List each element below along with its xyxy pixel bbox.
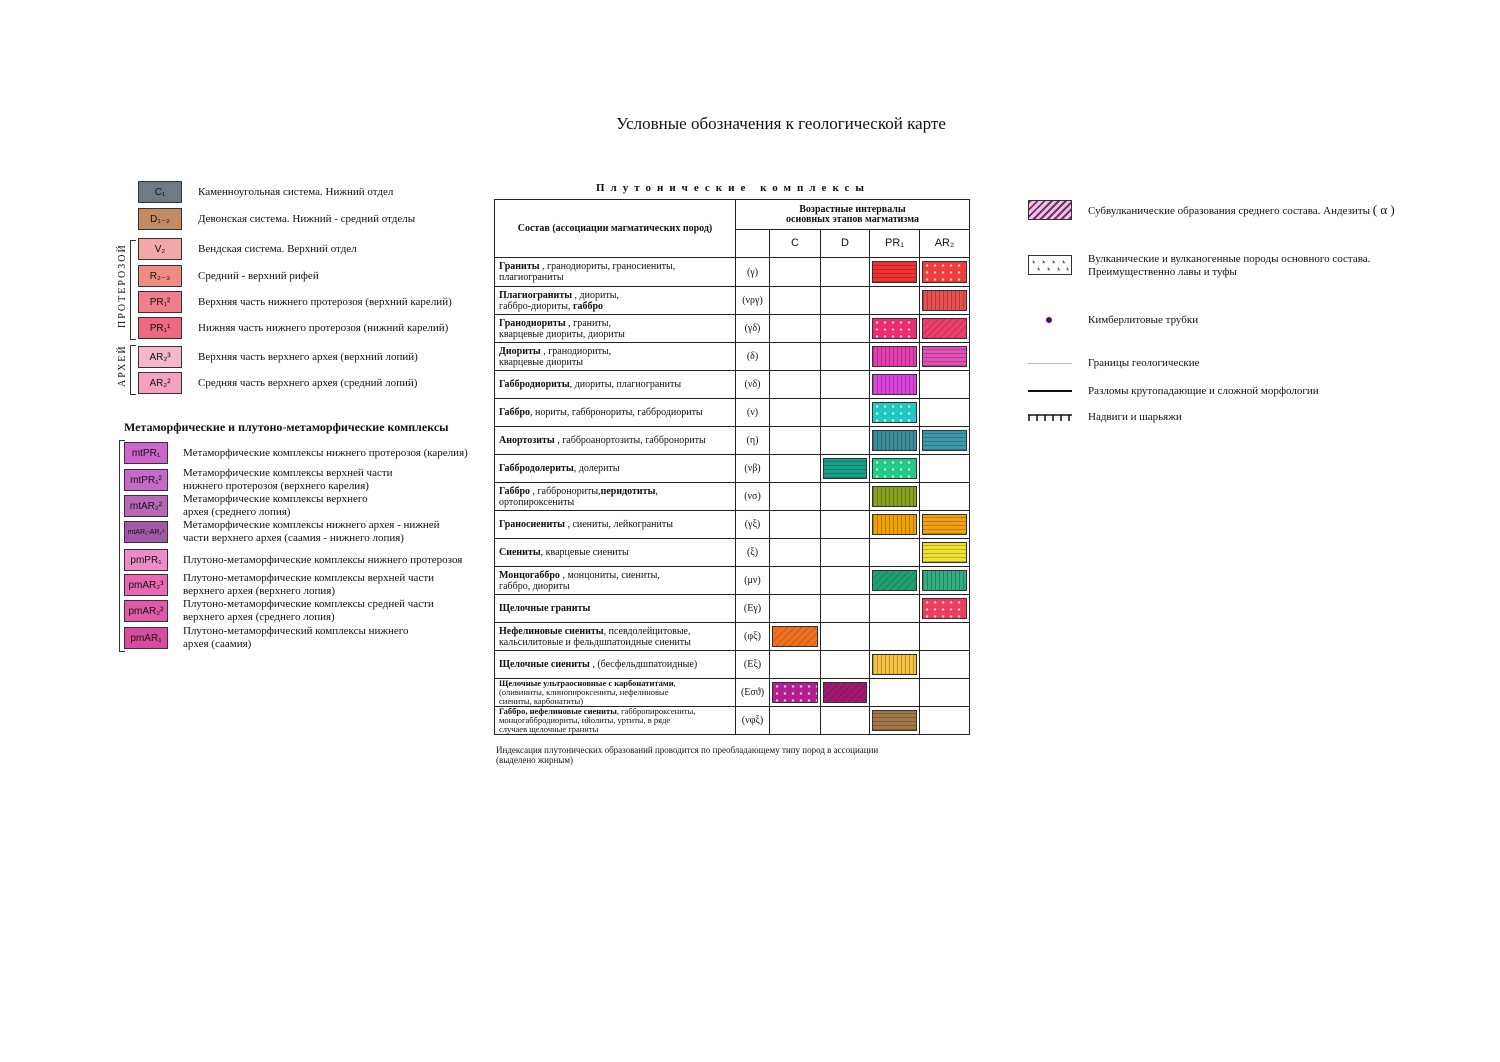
- meta-label-line1: Плутоно-метаморфические комплексы средней части: [183, 598, 434, 610]
- composition-bold: Габбродиориты: [499, 379, 570, 390]
- composition-cell: [495, 511, 736, 539]
- age-cell: [770, 315, 821, 343]
- meta-label: [183, 447, 468, 460]
- composition-line2: [499, 581, 735, 592]
- age-cell: [870, 343, 920, 371]
- age-cell: [920, 623, 970, 651]
- page-title: Условные обозначения к геологической карте: [616, 114, 946, 133]
- header-age: [736, 200, 970, 230]
- age-cell: [870, 427, 920, 455]
- age-cell: [870, 315, 920, 343]
- meta-label: [183, 572, 434, 598]
- composition-line1: [499, 261, 735, 272]
- meta-swatch: mtAR₂²: [124, 495, 168, 517]
- meta-label-line2: части верхнего архея (саамия - нижнего лопия): [183, 532, 404, 544]
- andesite-label: [1088, 203, 1395, 218]
- age-cell: [870, 707, 920, 735]
- composition-bold-2: перидотиты: [600, 485, 656, 497]
- archean-bracket: [130, 345, 136, 395]
- age-cell: [770, 623, 821, 651]
- pattern-swatch: [872, 514, 917, 535]
- composition-cell: [495, 679, 736, 707]
- composition-rest: , псевдолейцитовые,: [603, 625, 691, 637]
- meta-label: [183, 519, 440, 545]
- meta-label-line2: верхнего архея (верхнего лопия): [183, 585, 335, 597]
- composition-cell: [495, 539, 736, 567]
- strat-label: Девонская система. Нижний - средний отделы: [198, 213, 416, 225]
- age-cell: [920, 651, 970, 679]
- pattern-swatch: [872, 570, 917, 591]
- meta-swatch: mtAR₁-AR₂¹: [124, 521, 168, 543]
- table-row: [495, 707, 970, 735]
- composition-cell: [495, 623, 736, 651]
- age-cell: [821, 651, 870, 679]
- composition-bold: Граниты: [499, 261, 540, 272]
- index-cell: (ξ): [736, 539, 770, 567]
- age-cell: [770, 455, 821, 483]
- age-cell: [920, 427, 970, 455]
- composition-bold: Монцогаббро: [499, 569, 560, 581]
- thrust-label: Надвиги и шарьяжи: [1088, 411, 1182, 423]
- table-row: [495, 595, 970, 623]
- composition-line2: [499, 357, 735, 368]
- composition-cell: [495, 567, 736, 595]
- volcanic-swatch: [1028, 255, 1072, 275]
- index-cell: (η): [736, 427, 770, 455]
- composition-line2: [499, 637, 735, 648]
- pattern-swatch: [823, 682, 867, 703]
- composition-cell: [495, 371, 736, 399]
- age-cell: [821, 483, 870, 511]
- pattern-swatch: [922, 570, 967, 591]
- age-cell: [770, 511, 821, 539]
- pattern-swatch: [872, 261, 917, 283]
- andesite-text: Субвулканические образования среднего состава. Андезиты: [1088, 205, 1371, 217]
- age-cell: [920, 595, 970, 623]
- composition-line2-text: монцогаббродиориты, ийолиты, уртиты, в ряде: [499, 715, 671, 725]
- composition-line1: [499, 435, 735, 446]
- composition-bold: Анортозиты: [499, 435, 555, 446]
- meta-label: [183, 493, 368, 519]
- age-cell: [821, 511, 870, 539]
- composition-line2: [499, 329, 735, 340]
- age-cell: [870, 455, 920, 483]
- composition-line3: случаев щелочные граниты: [499, 724, 599, 734]
- composition-cell: [495, 427, 736, 455]
- meta-swatch: mtPR₁²: [124, 469, 168, 491]
- strat-label: Вендская система. Верхний отдел: [198, 243, 357, 255]
- composition-rest: , граниты,: [565, 317, 611, 329]
- age-cell: [870, 258, 920, 287]
- composition-rest: ,: [673, 678, 676, 688]
- composition-bold: Щелочные сиениты: [499, 659, 590, 670]
- age-cell: [870, 567, 920, 595]
- composition-rest: , габбропироксениты,: [616, 706, 696, 716]
- composition-rest: , сиениты, лейкограниты: [564, 519, 673, 530]
- andesite-symbol: ( α ): [1372, 202, 1395, 217]
- age-cell: [770, 427, 821, 455]
- composition-cell: [495, 399, 736, 427]
- meta-label-line1: Плутоно-метаморфические комплексы нижнего протерозоя: [183, 554, 463, 566]
- age-cell: [870, 623, 920, 651]
- age-cell: [870, 287, 920, 315]
- strat-swatch: PR₁²: [138, 291, 182, 313]
- meta-label-line2: верхнего архея (среднего лопия): [183, 611, 335, 623]
- table-row: [495, 343, 970, 371]
- composition-bold: Граносиениты: [499, 519, 565, 530]
- meta-swatch: pmAR₁: [124, 627, 168, 649]
- meta-section-title: Метаморфические и плутоно-метаморфические комплексы: [124, 420, 449, 434]
- table-row: [495, 539, 970, 567]
- pattern-swatch: [823, 458, 867, 479]
- meta-label-line1: Метаморфические комплексы верхнего: [183, 493, 368, 505]
- composition-rest: , габброанортозиты, габбронориты: [554, 435, 706, 446]
- age-cell: [920, 567, 970, 595]
- composition-line1: [499, 290, 735, 301]
- meta-label-line2: архея (среднего лопия): [183, 506, 291, 518]
- table-row: [495, 315, 970, 343]
- header-age-line1: Возрастные интервалы: [799, 203, 906, 215]
- age-cell: [870, 511, 920, 539]
- age-cell: [770, 399, 821, 427]
- volcanic-label: [1088, 253, 1370, 279]
- age-cell: [770, 595, 821, 623]
- age-cell: [920, 539, 970, 567]
- age-cell: [920, 315, 970, 343]
- age-cell: [821, 567, 870, 595]
- pattern-swatch: [922, 542, 967, 563]
- composition-rest: , монцониты, сиениты,: [559, 569, 660, 581]
- composition-bold: Габбро, нефелиновые сиениты: [499, 706, 617, 716]
- note-line2: (выделено жирным): [496, 755, 574, 765]
- volcanic-label-line1: Вулканические и вулканогенные породы основного состава.: [1088, 253, 1371, 265]
- meta-label-line1: Плутоно-метаморфические комплексы верхней части: [183, 572, 435, 584]
- volcanic-label-line2: Преимущественно лавы и туфы: [1088, 266, 1237, 278]
- composition-line2-text: габбро, диориты: [499, 580, 570, 592]
- age-cell: [920, 707, 970, 735]
- geo-boundary-line-icon: [1028, 363, 1072, 364]
- strat-label: Верхняя часть верхнего архея (верхний лопий): [198, 351, 418, 363]
- fault-label: Разломы крутопадающие и сложной морфологии: [1088, 385, 1319, 397]
- pattern-swatch: [872, 458, 917, 479]
- archean-label: АРХЕЙ: [117, 344, 128, 387]
- composition-line1: [499, 603, 735, 614]
- meta-swatch: pmAR₂²: [124, 600, 168, 622]
- age-cell: [821, 595, 870, 623]
- thrust-line-icon: [1028, 412, 1074, 424]
- meta-swatch: mtPR₁: [124, 442, 168, 464]
- index-cell: (νφξ): [736, 707, 770, 735]
- composition-rest: , диориты, плагиограниты: [569, 379, 682, 390]
- plutonic-table: [494, 199, 970, 735]
- meta-swatch: pmPR₁: [124, 549, 168, 571]
- composition-line2-text: кварцевые диориты, диориты: [499, 328, 625, 340]
- composition-cell: [495, 343, 736, 371]
- composition-line2-text: кальсилитовые и фельдшпатоидные сиениты: [499, 636, 691, 648]
- index-cell: (νσ): [736, 483, 770, 511]
- meta-label: [183, 625, 409, 651]
- age-cell: [821, 371, 870, 399]
- age-cell: [821, 343, 870, 371]
- pattern-swatch: [872, 374, 917, 395]
- pattern-swatch: [922, 598, 967, 619]
- table-row: [495, 679, 970, 707]
- index-cell: (νργ): [736, 287, 770, 315]
- age-cell: [770, 258, 821, 287]
- meta-label: [183, 467, 393, 493]
- note-line1: Индексация плутонических образований проводится по преобладающему типу пород в ассоциации: [496, 745, 879, 755]
- table-row: [495, 427, 970, 455]
- index-cell: (δ): [736, 343, 770, 371]
- composition-line1: [499, 519, 735, 530]
- pattern-swatch: [872, 402, 917, 423]
- composition-line1: [499, 570, 735, 581]
- age-cell: [821, 455, 870, 483]
- pattern-swatch: [872, 430, 917, 451]
- index-cell: (γ): [736, 258, 770, 287]
- strat-swatch: C₁: [138, 181, 182, 203]
- composition-line2-text: плагиограниты: [499, 272, 564, 283]
- age-cell: [821, 679, 870, 707]
- age-cell: [870, 679, 920, 707]
- composition-line2: [499, 301, 735, 312]
- composition-line2: [499, 272, 735, 283]
- meta-label-line2: архея (саамия): [183, 638, 252, 650]
- strat-swatch: PR₁¹: [138, 317, 182, 339]
- strat-label: Каменноугольная система. Нижний отдел: [198, 186, 394, 198]
- kimberlite-label: Кимберлитовые трубки: [1088, 314, 1199, 326]
- composition-line1: [499, 379, 735, 390]
- table-row: [495, 287, 970, 315]
- meta-label-line1: Метаморфические комплексы нижнего архея - нижней: [183, 519, 440, 531]
- strat-swatch: D₁₋₂: [138, 208, 182, 230]
- plutonic-title: Плутонические комплексы: [596, 182, 870, 194]
- pattern-swatch: [872, 710, 917, 731]
- column-header: AR₂: [920, 230, 970, 258]
- proterozoic-label: ПРОТЕРОЗОЙ: [117, 243, 128, 328]
- age-cell: [770, 539, 821, 567]
- age-cell: [770, 343, 821, 371]
- meta-label: [183, 598, 434, 624]
- pattern-swatch: [872, 486, 917, 507]
- age-cell: [870, 651, 920, 679]
- composition-bold: Габбро: [499, 407, 531, 418]
- column-header: PR₁: [870, 230, 920, 258]
- composition-rest: , габбронориты,: [530, 485, 601, 497]
- index-cell: (ν): [736, 399, 770, 427]
- composition-cell: [495, 455, 736, 483]
- age-cell: [870, 371, 920, 399]
- composition-cell: [495, 483, 736, 511]
- composition-line1: [499, 346, 735, 357]
- composition-line1: [499, 547, 735, 558]
- age-cell: [920, 399, 970, 427]
- composition-bold: Габбродолериты: [499, 463, 574, 474]
- index-cell: (νδ): [736, 371, 770, 399]
- age-cell: [920, 511, 970, 539]
- pattern-swatch: [872, 318, 917, 339]
- table-row: [495, 511, 970, 539]
- age-cell: [920, 343, 970, 371]
- index-cell: (γδ): [736, 315, 770, 343]
- header-composition: Состав (ассоциации магматических пород): [495, 200, 736, 258]
- table-row: [495, 567, 970, 595]
- age-cell: [821, 427, 870, 455]
- composition-bold: Нефелиновые сиениты: [499, 625, 604, 637]
- index-cell: (γξ): [736, 511, 770, 539]
- age-cell: [870, 483, 920, 511]
- composition-rest: , гранодиориты,: [540, 345, 612, 357]
- composition-line3: сиениты, карбонатиты): [499, 696, 584, 706]
- composition-bold: Щелочные ультраосновные с карбонатитами: [499, 678, 674, 688]
- table-row: [495, 258, 970, 287]
- meta-label-line1: Метаморфические комплексы нижнего протерозоя (карелия): [183, 447, 468, 459]
- age-cell: [821, 707, 870, 735]
- composition-line1: [499, 659, 735, 670]
- plutonic-note: [496, 745, 966, 765]
- age-cell: [920, 455, 970, 483]
- composition-rest: , нориты, габбронориты, габбродиориты: [530, 407, 703, 418]
- meta-label: [183, 554, 462, 567]
- table-row: [495, 455, 970, 483]
- composition-rest: , (бесфельдшпатоидные): [589, 659, 698, 670]
- meta-label-line2: нижнего протерозоя (верхнего карелия): [183, 480, 369, 492]
- composition-line1: [499, 486, 735, 497]
- composition-cell: [495, 258, 736, 287]
- pattern-swatch: [872, 654, 917, 675]
- index-cell: (μν): [736, 567, 770, 595]
- age-cell: [920, 287, 970, 315]
- index-cell: (φξ): [736, 623, 770, 651]
- strat-label: Верхняя часть нижнего протерозоя (верхний карелий): [198, 296, 452, 308]
- pattern-swatch: [922, 318, 967, 339]
- composition-cell: [495, 315, 736, 343]
- age-cell: [770, 371, 821, 399]
- pattern-swatch: [772, 626, 818, 647]
- age-cell: [821, 287, 870, 315]
- composition-cell: [495, 595, 736, 623]
- table-row: [495, 483, 970, 511]
- meta-swatch: pmAR₂³: [124, 574, 168, 596]
- pattern-swatch: [922, 261, 967, 283]
- strat-swatch: AR₂²: [138, 372, 182, 394]
- strat-label: Средний - верхний рифей: [198, 270, 319, 282]
- age-cell: [770, 567, 821, 595]
- composition-rest: , кварцевые сиениты: [540, 547, 629, 558]
- composition-cell: [495, 707, 736, 735]
- age-cell: [920, 483, 970, 511]
- age-cell: [870, 539, 920, 567]
- strat-label: Нижняя часть нижнего протерозоя (нижний карелий): [198, 322, 449, 334]
- table-row: [495, 651, 970, 679]
- header-age-line2: основных этапов магматизма: [786, 213, 919, 225]
- composition-bold: Диориты: [499, 345, 541, 357]
- meta-label-line1: Плутоно-метаморфический комплексы нижнего: [183, 625, 409, 637]
- kimberlite-dot-icon: [1046, 317, 1052, 323]
- age-cell: [870, 595, 920, 623]
- composition-line1: [499, 318, 735, 329]
- age-cell: [770, 483, 821, 511]
- age-cell: [770, 707, 821, 735]
- column-header: C: [770, 230, 821, 258]
- strat-label: Средняя часть верхнего архея (средний лопий): [198, 377, 418, 389]
- strat-swatch: V₂: [138, 238, 182, 260]
- age-cell: [920, 371, 970, 399]
- volcanic-pattern: [1029, 256, 1071, 274]
- index-cell: (Εσϑ): [736, 679, 770, 707]
- composition-line1: [499, 407, 735, 418]
- meta-label-line1: Метаморфические комплексы верхней части: [183, 467, 393, 479]
- index-cell: (νβ): [736, 455, 770, 483]
- strat-swatch: R₂₋₃: [138, 265, 182, 287]
- composition-line1: [499, 626, 735, 637]
- age-cell: [821, 539, 870, 567]
- pattern-swatch: [922, 290, 967, 311]
- index-cell: (Εξ): [736, 651, 770, 679]
- geo-boundary-label: Границы геологические: [1088, 357, 1200, 369]
- table-row: [495, 371, 970, 399]
- index-cell: (Εγ): [736, 595, 770, 623]
- composition-bold: Щелочные граниты: [499, 603, 591, 614]
- pattern-swatch: [922, 514, 967, 535]
- table-row: [495, 623, 970, 651]
- andesite-swatch: [1028, 200, 1072, 220]
- composition-line2-bold: габбро: [572, 300, 604, 312]
- composition-line2: [499, 497, 735, 508]
- age-cell: [821, 315, 870, 343]
- composition-bold: Сиениты: [499, 547, 541, 558]
- composition-rest: , диориты,: [572, 289, 619, 301]
- age-cell: [770, 679, 821, 707]
- age-cell: [821, 399, 870, 427]
- age-cell: [770, 651, 821, 679]
- composition-line2-text: кварцевые диориты: [499, 356, 583, 368]
- pattern-swatch: [772, 682, 818, 703]
- header-index-blank: [736, 230, 770, 258]
- age-cell: [920, 258, 970, 287]
- composition-rest-2: ,: [655, 485, 658, 497]
- age-cell: [920, 679, 970, 707]
- pattern-swatch: [922, 430, 967, 451]
- pattern-swatch: [922, 346, 967, 367]
- composition-cell: [495, 651, 736, 679]
- table-row: [495, 399, 970, 427]
- proterozoic-bracket: [130, 240, 136, 340]
- composition-line2-text: (оливиниты, клинопироксениты, нефелиновые: [499, 687, 669, 697]
- strat-swatch: AR₂³: [138, 346, 182, 368]
- composition-rest: , гранодиориты, граносиениты,: [539, 261, 676, 272]
- fault-line-icon: [1028, 390, 1072, 392]
- composition-line1: [499, 463, 735, 474]
- age-cell: [870, 399, 920, 427]
- age-cell: [821, 623, 870, 651]
- age-cell: [821, 258, 870, 287]
- composition-bold: Гранодиориты: [499, 317, 566, 329]
- composition-line2-text: ортопироксениты: [499, 496, 575, 508]
- composition-cell: [495, 287, 736, 315]
- composition-rest: , долериты: [573, 463, 620, 474]
- composition-bold: Габбро: [499, 485, 531, 497]
- age-cell: [770, 287, 821, 315]
- composition-line2-text: габбро-диориты,: [499, 300, 571, 312]
- column-header: D: [821, 230, 870, 258]
- composition-bold: Плагиограниты: [499, 289, 573, 301]
- pattern-swatch: [872, 346, 917, 367]
